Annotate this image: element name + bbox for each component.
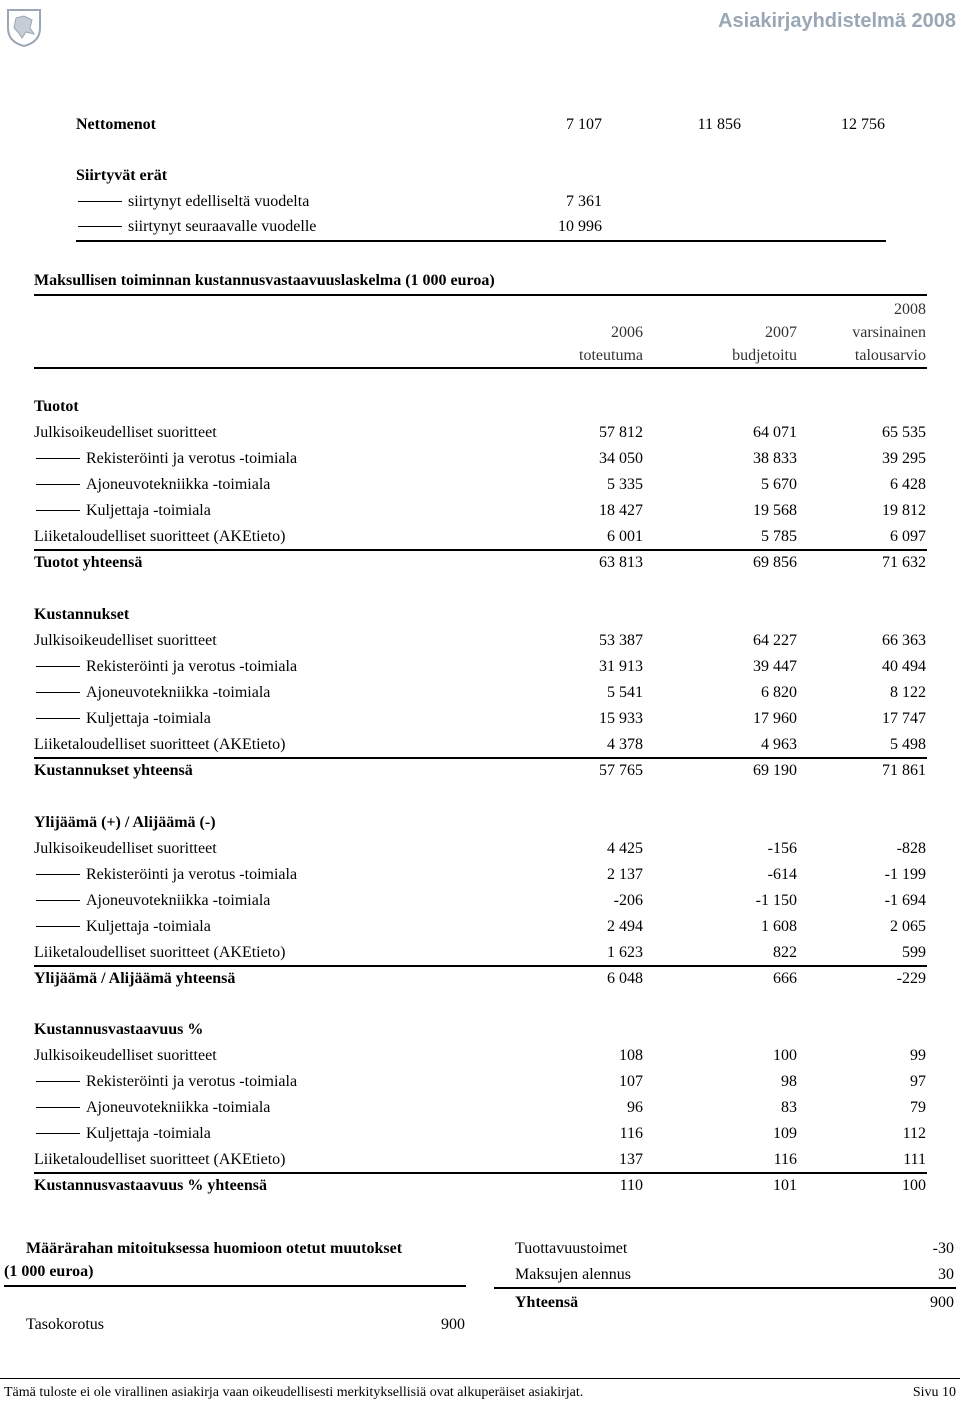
siirtynyt-seuraavalle-value: 10 996 bbox=[558, 218, 602, 235]
row-value-2006: 5 541 bbox=[607, 684, 643, 701]
row-value-2007: 1 608 bbox=[761, 918, 797, 935]
col-2007-year: 2007 bbox=[765, 324, 797, 341]
row-label bbox=[34, 528, 285, 546]
dash-marker bbox=[36, 1133, 80, 1134]
row-value-2006: 108 bbox=[619, 1047, 643, 1064]
dash-marker bbox=[36, 458, 80, 459]
row-label bbox=[34, 1151, 285, 1169]
row-value-2006: 34 050 bbox=[599, 450, 643, 467]
row-value-2008: 6 097 bbox=[890, 528, 926, 545]
dash-marker bbox=[36, 718, 80, 719]
row-value-2008: -828 bbox=[896, 840, 926, 857]
section-title: Kustannukset bbox=[34, 606, 130, 623]
dash-marker bbox=[78, 226, 122, 227]
dash-marker bbox=[36, 874, 80, 875]
divider bbox=[494, 1287, 956, 1289]
row-label-text: Julkisoikeudelliset suoritteet bbox=[34, 840, 217, 857]
row-value-2007: 822 bbox=[773, 944, 797, 961]
row-value-2006: 5 335 bbox=[607, 476, 643, 493]
row-value-2008: 599 bbox=[902, 944, 926, 961]
row-label bbox=[34, 944, 285, 962]
divider bbox=[34, 549, 927, 551]
total-value-2006: 57 765 bbox=[599, 762, 643, 779]
row-value-2006: 31 913 bbox=[599, 658, 643, 675]
total-value-2007: 666 bbox=[773, 970, 797, 987]
row-label bbox=[34, 918, 211, 936]
row-value-2006: 2 137 bbox=[607, 866, 643, 883]
table-row bbox=[0, 1073, 960, 1097]
page-number: Sivu 10 bbox=[912, 1385, 956, 1400]
row-value-2007: 17 960 bbox=[753, 710, 797, 727]
row-value-2008: 8 122 bbox=[890, 684, 926, 701]
row-value-2008: 99 bbox=[910, 1047, 926, 1064]
table-row bbox=[0, 710, 960, 734]
total-value-2007: 101 bbox=[773, 1177, 797, 1194]
row-label-text: Kuljettaja -toimiala bbox=[86, 1125, 211, 1142]
col-2008-header bbox=[852, 298, 926, 367]
row-value-2008: 97 bbox=[910, 1073, 926, 1090]
col-2007-desc: budjetoitu bbox=[732, 347, 797, 364]
row-label-text: Liiketaloudelliset suoritteet (AKEtieto) bbox=[34, 944, 286, 961]
adjustments-unit: (1 000 euroa) bbox=[4, 1263, 94, 1280]
total-label: Ylijäämä / Alijäämä yhteensä bbox=[34, 970, 236, 987]
siirtynyt-edellisesta-label: siirtynyt edelliseltä vuodelta bbox=[128, 193, 310, 210]
table-row bbox=[0, 1047, 960, 1071]
row-value-2006: 116 bbox=[619, 1125, 643, 1142]
dash-marker bbox=[36, 900, 80, 901]
row-label bbox=[34, 502, 211, 520]
dash-marker bbox=[78, 201, 122, 202]
row-value-2006: 53 387 bbox=[599, 632, 643, 649]
row-label bbox=[34, 476, 270, 494]
total-value-2008: 100 bbox=[902, 1177, 926, 1194]
table-row bbox=[0, 918, 960, 942]
row-value-2007: 6 820 bbox=[761, 684, 797, 701]
row-value-2008: 65 535 bbox=[882, 424, 926, 441]
nettomenot-2008: 12 756 bbox=[841, 116, 885, 133]
row-value-2006: 15 933 bbox=[599, 710, 643, 727]
row-label-text: Kuljettaja -toimiala bbox=[86, 502, 211, 519]
row-label-text: Ajoneuvotekniikka -toimiala bbox=[86, 1099, 271, 1116]
section-title: Ylijäämä (+) / Alijäämä (-) bbox=[34, 814, 216, 831]
row-label-text: Julkisoikeudelliset suoritteet bbox=[34, 632, 217, 649]
table-row bbox=[0, 502, 960, 526]
row-value-2007: 5 670 bbox=[761, 476, 797, 493]
tasokorotus-label: Tasokorotus bbox=[26, 1316, 104, 1333]
total-value-2007: 69 190 bbox=[753, 762, 797, 779]
divider bbox=[4, 1285, 466, 1287]
col-2008-desc1: varsinainen bbox=[852, 324, 926, 341]
row-value-2006: 137 bbox=[619, 1151, 643, 1168]
footer-divider bbox=[0, 1378, 960, 1379]
total-row bbox=[0, 762, 960, 786]
table-row bbox=[0, 1125, 960, 1149]
row-value-2008: 40 494 bbox=[882, 658, 926, 675]
row-value-2007: 64 227 bbox=[753, 632, 797, 649]
footer-disclaimer: Tämä tuloste ei ole virallinen asiakirja vaan oikeudellisesti merkityksellisiä ovat alkuperäiset asiakirjat. bbox=[4, 1385, 584, 1400]
total-label: Kustannukset yhteensä bbox=[34, 762, 193, 779]
row-label-text: Kuljettaja -toimiala bbox=[86, 918, 211, 935]
tasokorotus-value: 900 bbox=[441, 1316, 465, 1333]
row-label-text: Julkisoikeudelliset suoritteet bbox=[34, 1047, 217, 1064]
divider bbox=[34, 965, 927, 967]
siirtynyt-edellisesta-value: 7 361 bbox=[566, 193, 602, 210]
tuottavuustoimet-label: Tuottavuustoimet bbox=[515, 1240, 628, 1257]
table-row bbox=[0, 892, 960, 916]
dash-marker bbox=[36, 510, 80, 511]
divider bbox=[76, 240, 886, 242]
divider bbox=[34, 1172, 927, 1174]
row-value-2008: -1 694 bbox=[884, 892, 926, 909]
row-value-2008: 111 bbox=[903, 1151, 926, 1168]
section-title: Kustannusvastaavuus % bbox=[34, 1021, 204, 1038]
calc-title: Maksullisen toiminnan kustannusvastaavuuslaskelma (1 000 euroa) bbox=[34, 272, 495, 289]
row-label-text: Ajoneuvotekniikka -toimiala bbox=[86, 684, 271, 701]
row-value-2008: 39 295 bbox=[882, 450, 926, 467]
row-label bbox=[34, 710, 211, 728]
table-row bbox=[0, 632, 960, 656]
row-label bbox=[34, 450, 297, 468]
row-value-2007: 4 963 bbox=[761, 736, 797, 753]
total-label: Kustannusvastaavuus % yhteensä bbox=[34, 1177, 267, 1194]
row-value-2006: 96 bbox=[627, 1099, 643, 1116]
col-2006-header bbox=[579, 321, 643, 367]
total-value-2007: 69 856 bbox=[753, 554, 797, 571]
row-value-2007: -614 bbox=[767, 866, 797, 883]
row-value-2006: 2 494 bbox=[607, 918, 643, 935]
row-label-text: Kuljettaja -toimiala bbox=[86, 710, 211, 727]
total-value-2006: 6 048 bbox=[607, 970, 643, 987]
siirtynyt-seuraavalle-label: siirtynyt seuraavalle vuodelle bbox=[128, 218, 317, 235]
row-label bbox=[34, 658, 297, 676]
table-row bbox=[0, 840, 960, 864]
col-2007-header bbox=[732, 321, 797, 367]
total-value-2008: 71 861 bbox=[882, 762, 926, 779]
row-value-2007: 39 447 bbox=[753, 658, 797, 675]
row-value-2008: 79 bbox=[910, 1099, 926, 1116]
total-row bbox=[0, 554, 960, 578]
nettomenot-2006: 7 107 bbox=[566, 116, 602, 133]
document-title: Asiakirjayhdistelmä 2008 bbox=[718, 10, 956, 32]
nettomenot-label: Nettomenot bbox=[76, 116, 156, 133]
row-label bbox=[34, 1047, 217, 1065]
row-value-2008: 112 bbox=[902, 1125, 926, 1142]
dash-marker bbox=[36, 1081, 80, 1082]
row-label-text: Rekisteröinti ja verotus -toimiala bbox=[86, 866, 298, 883]
row-value-2007: 19 568 bbox=[753, 502, 797, 519]
row-value-2008: 5 498 bbox=[890, 736, 926, 753]
row-label bbox=[34, 1073, 297, 1091]
maksujen-alennus-label: Maksujen alennus bbox=[515, 1266, 631, 1283]
col-2006-year: 2006 bbox=[611, 324, 643, 341]
row-value-2008: -1 199 bbox=[884, 866, 926, 883]
table-row bbox=[0, 1099, 960, 1123]
row-label bbox=[34, 840, 217, 858]
divider bbox=[34, 757, 927, 759]
row-value-2007: 109 bbox=[773, 1125, 797, 1142]
row-label-text: Rekisteröinti ja verotus -toimiala bbox=[86, 450, 298, 467]
row-value-2006: 18 427 bbox=[599, 502, 643, 519]
row-value-2006: -206 bbox=[613, 892, 643, 909]
total-value-2008: 71 632 bbox=[882, 554, 926, 571]
adjustments-title: Määrärahan mitoituksessa huomioon otetut muutokset bbox=[26, 1240, 403, 1257]
row-label bbox=[34, 1099, 270, 1117]
divider bbox=[34, 367, 927, 369]
row-value-2006: 57 812 bbox=[599, 424, 643, 441]
row-label bbox=[34, 684, 270, 702]
col-2008-desc2: talousarvio bbox=[854, 347, 926, 364]
yhteensa-value: 900 bbox=[930, 1294, 954, 1311]
row-value-2006: 107 bbox=[619, 1073, 643, 1090]
row-label bbox=[34, 632, 217, 650]
row-value-2007: 100 bbox=[773, 1047, 797, 1064]
section-title: Tuotot bbox=[34, 398, 79, 415]
row-value-2007: 83 bbox=[781, 1099, 797, 1116]
total-value-2006: 63 813 bbox=[599, 554, 643, 571]
row-label-text: Liiketaloudelliset suoritteet (AKEtieto) bbox=[34, 1151, 286, 1168]
dash-marker bbox=[36, 1107, 80, 1108]
lion-coat-of-arms-icon bbox=[4, 4, 44, 48]
row-value-2007: -1 150 bbox=[755, 892, 797, 909]
dash-marker bbox=[36, 692, 80, 693]
row-label-text: Rekisteröinti ja verotus -toimiala bbox=[86, 658, 298, 675]
row-value-2007: 5 785 bbox=[761, 528, 797, 545]
row-value-2006: 6 001 bbox=[607, 528, 643, 545]
row-label-text: Liiketaloudelliset suoritteet (AKEtieto) bbox=[34, 528, 286, 545]
row-label bbox=[34, 866, 297, 884]
total-row bbox=[0, 1177, 960, 1201]
yhteensa-label: Yhteensä bbox=[515, 1294, 579, 1311]
total-label: Tuotot yhteensä bbox=[34, 554, 143, 571]
row-label-text: Liiketaloudelliset suoritteet (AKEtieto) bbox=[34, 736, 286, 753]
row-value-2008: 17 747 bbox=[882, 710, 926, 727]
row-value-2006: 4 425 bbox=[607, 840, 643, 857]
row-value-2007: 38 833 bbox=[753, 450, 797, 467]
row-value-2006: 4 378 bbox=[607, 736, 643, 753]
siirtynyt-edellisesta-row bbox=[76, 193, 309, 211]
row-label bbox=[34, 736, 285, 754]
row-label-text: Julkisoikeudelliset suoritteet bbox=[34, 424, 217, 441]
row-value-2008: 6 428 bbox=[890, 476, 926, 493]
row-value-2007: 116 bbox=[773, 1151, 797, 1168]
table-row bbox=[0, 424, 960, 448]
row-label bbox=[34, 1125, 211, 1143]
table-row bbox=[0, 866, 960, 890]
total-row bbox=[0, 970, 960, 994]
siirtyvat-erat-title: Siirtyvät erät bbox=[76, 167, 168, 184]
dash-marker bbox=[36, 666, 80, 667]
table-row bbox=[0, 684, 960, 708]
table-row bbox=[0, 658, 960, 682]
row-value-2007: 98 bbox=[781, 1073, 797, 1090]
siirtynyt-seuraavalle-row bbox=[76, 218, 316, 236]
col-2006-desc: toteutuma bbox=[579, 347, 643, 364]
row-value-2008: 66 363 bbox=[882, 632, 926, 649]
total-value-2006: 110 bbox=[619, 1177, 643, 1194]
maksujen-alennus-value: 30 bbox=[938, 1266, 954, 1283]
row-value-2008: 19 812 bbox=[882, 502, 926, 519]
row-label-text: Ajoneuvotekniikka -toimiala bbox=[86, 892, 271, 909]
table-row bbox=[0, 476, 960, 500]
tuottavuustoimet-value: -30 bbox=[932, 1240, 954, 1257]
row-label-text: Rekisteröinti ja verotus -toimiala bbox=[86, 1073, 298, 1090]
row-value-2006: 1 623 bbox=[607, 944, 643, 961]
col-2008-year: 2008 bbox=[894, 301, 926, 318]
dash-marker bbox=[36, 484, 80, 485]
nettomenot-2007: 11 856 bbox=[697, 116, 741, 133]
row-value-2008: 2 065 bbox=[890, 918, 926, 935]
table-row bbox=[0, 450, 960, 474]
row-label bbox=[34, 424, 217, 442]
row-label bbox=[34, 892, 270, 910]
total-value-2008: -229 bbox=[896, 970, 926, 987]
row-value-2007: 64 071 bbox=[753, 424, 797, 441]
dash-marker bbox=[36, 926, 80, 927]
row-value-2007: -156 bbox=[767, 840, 797, 857]
row-label-text: Ajoneuvotekniikka -toimiala bbox=[86, 476, 271, 493]
divider bbox=[34, 294, 927, 296]
